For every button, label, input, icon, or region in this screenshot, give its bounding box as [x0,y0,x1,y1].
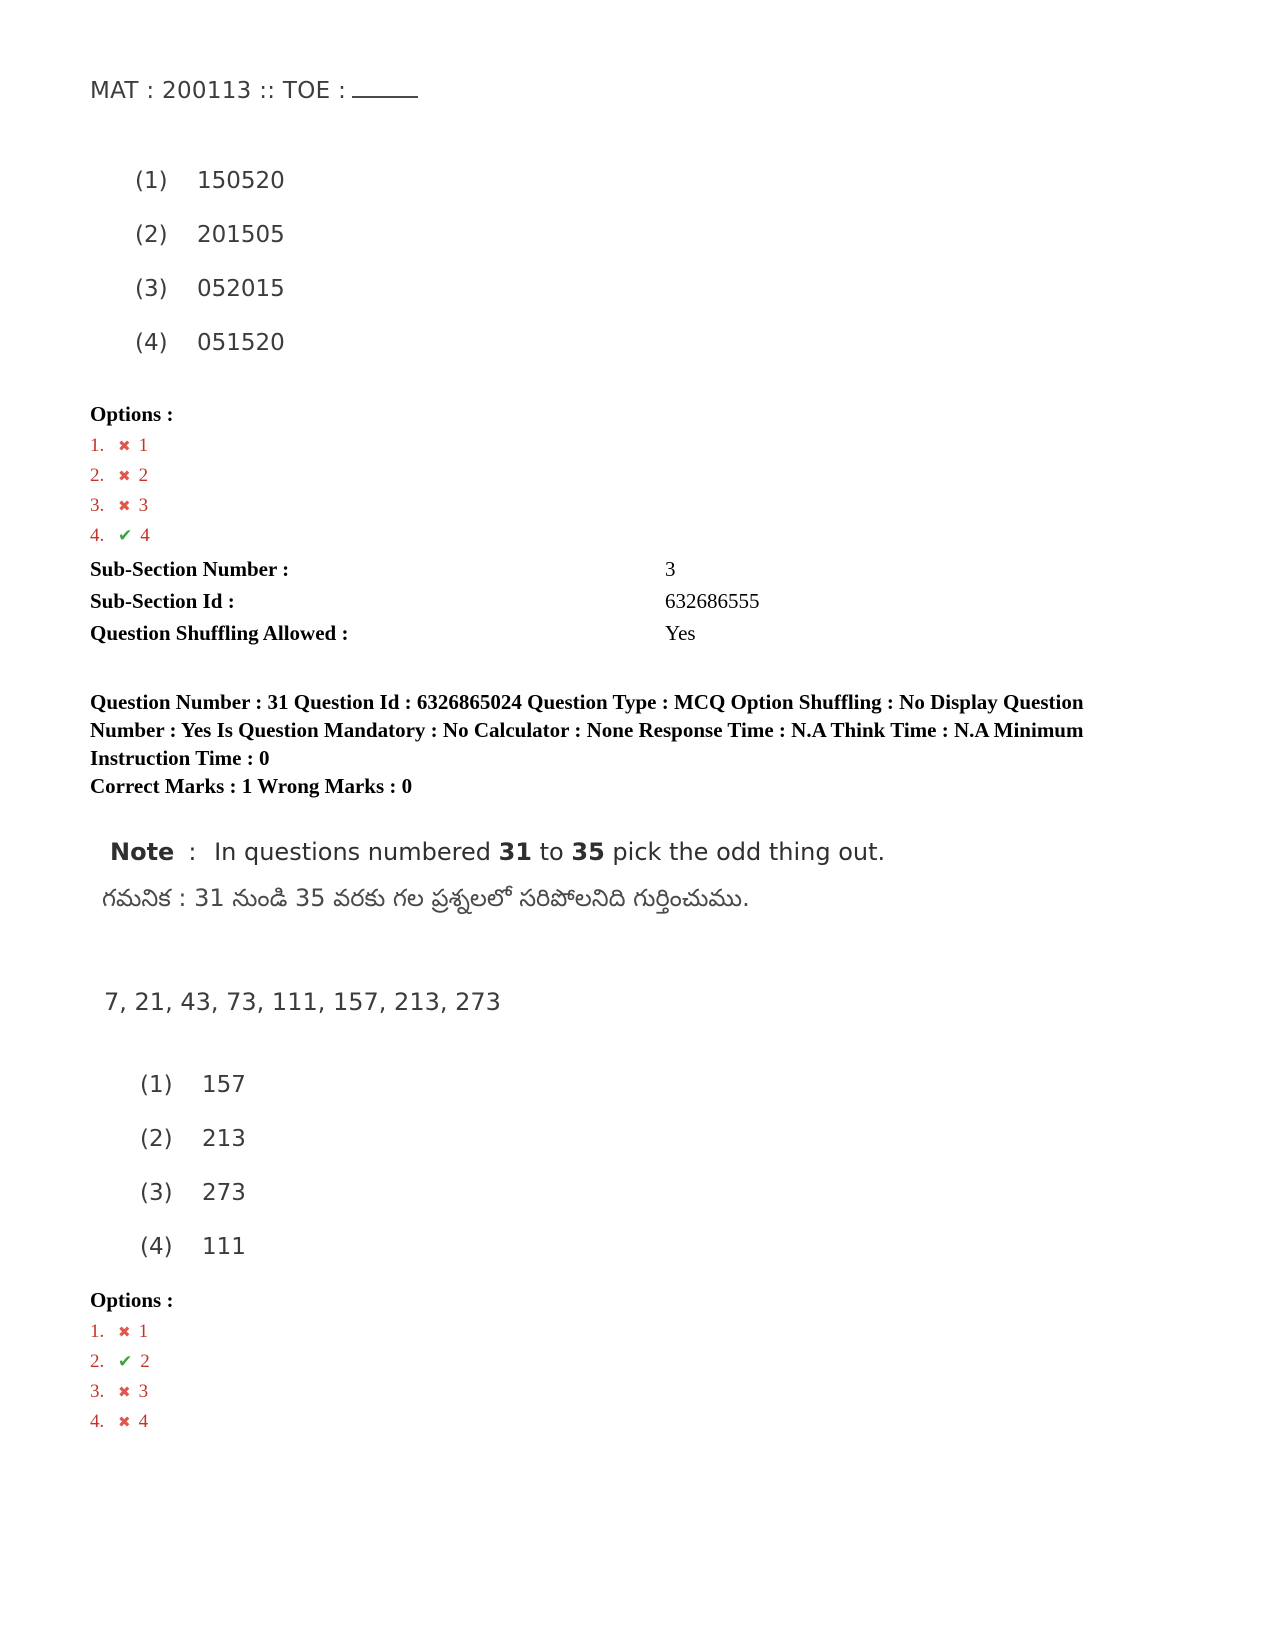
question-prompt [90,78,1195,104]
choice-item [140,1072,1195,1098]
option-row [90,1381,1195,1403]
choice-value: 157 [202,1072,246,1098]
note-label: Note [110,838,175,866]
options-heading: Options : [90,1288,174,1312]
choice-number: (2) [135,222,168,248]
choice-value: 111 [202,1234,246,1260]
note-range-start: 31 [498,838,532,866]
note-text: In questions numbered [214,838,491,866]
option-index: 1. [90,435,105,456]
choice-number: (3) [140,1180,173,1206]
question-sequence: 7, 21, 43, 73, 111, 157, 213, 273 [104,988,501,1016]
choice-item [135,168,1195,194]
question-header: Question Number : 31 Question Id : 6326865024 Question Type : MCQ Option Shuffling : No Display Question Number : Yes Is Question Mandatory : No Calculator : None Response Time : N.A Think Time : N.A Minimum Instruction Time : 0 [90,690,1084,770]
choice-value: 201505 [197,222,285,248]
option-row [90,1321,1195,1343]
meta-row [90,557,1195,582]
note-text: to [539,838,564,866]
options-list [90,1321,1195,1433]
choice-number: (2) [140,1126,173,1152]
option-index: 3. [90,495,105,516]
option-value: 1 [138,1321,149,1342]
subsection-meta [90,557,1195,646]
choice-number: (3) [135,276,168,302]
wrong-icon: ✖ [118,1384,131,1401]
option-value: 2 [140,1351,150,1372]
note-line [110,838,1195,866]
meta-value: 632686555 [665,589,760,613]
marks-line: Correct Marks : 1 Wrong Marks : 0 [90,774,413,798]
wrong-icon: ✖ [118,1324,131,1341]
note-colon: : [188,838,197,866]
option-index: 4. [90,525,105,546]
question-prompt-text: MAT : 200113 :: TOE : [90,78,347,104]
options-list [90,435,1195,547]
choice-value: 273 [202,1180,246,1206]
note-range-end: 35 [571,838,605,866]
meta-value: 3 [665,557,676,581]
choice-list [140,1072,1195,1260]
option-index: 4. [90,1411,105,1432]
choice-item [140,1126,1195,1152]
fill-in-blank [352,94,418,98]
option-row [90,1411,1195,1433]
correct-icon: ✔ [118,526,133,545]
option-value: 1 [138,435,149,456]
choice-item [135,222,1195,248]
option-row [90,495,1195,517]
note-text: pick the odd thing out. [612,838,886,866]
wrong-icon: ✖ [118,498,131,515]
meta-label: Sub-Section Id : [90,589,235,613]
option-index: 2. [90,1351,105,1372]
choice-number: (1) [135,168,168,194]
meta-row [90,589,1195,614]
wrong-icon: ✖ [118,438,131,455]
choice-value: 213 [202,1126,246,1152]
option-value: 4 [140,525,150,546]
choice-number: (4) [135,330,168,356]
options-heading: Options : [90,402,174,426]
choice-number: (1) [140,1072,173,1098]
option-value: 2 [138,465,149,486]
wrong-icon: ✖ [118,1414,131,1431]
option-row [90,525,1195,547]
option-value: 3 [138,495,149,516]
choice-list [135,168,1195,356]
meta-label: Question Shuffling Allowed : [90,621,349,645]
option-index: 1. [90,1321,105,1342]
option-value: 4 [138,1411,149,1432]
option-value: 3 [138,1381,149,1402]
choice-value: 150520 [197,168,285,194]
choice-value: 051520 [197,330,285,356]
choice-number: (4) [140,1234,173,1260]
option-row [90,1351,1195,1373]
wrong-icon: ✖ [118,468,131,485]
choice-item [140,1234,1195,1260]
note-line-telugu: గమనిక : 31 నుండి 35 వరకు గల ప్రశ్నలలో సరిపోలనిది గుర్తించుము. [102,884,750,912]
correct-icon: ✔ [118,1352,133,1371]
option-row [90,435,1195,457]
meta-label: Sub-Section Number : [90,557,290,581]
choice-item [135,330,1195,356]
choice-item [140,1180,1195,1206]
meta-row [90,621,1195,646]
option-index: 3. [90,1381,105,1402]
meta-value: Yes [665,621,696,645]
choice-item [135,276,1195,302]
option-index: 2. [90,465,105,486]
choice-value: 052015 [197,276,285,302]
option-row [90,465,1195,487]
